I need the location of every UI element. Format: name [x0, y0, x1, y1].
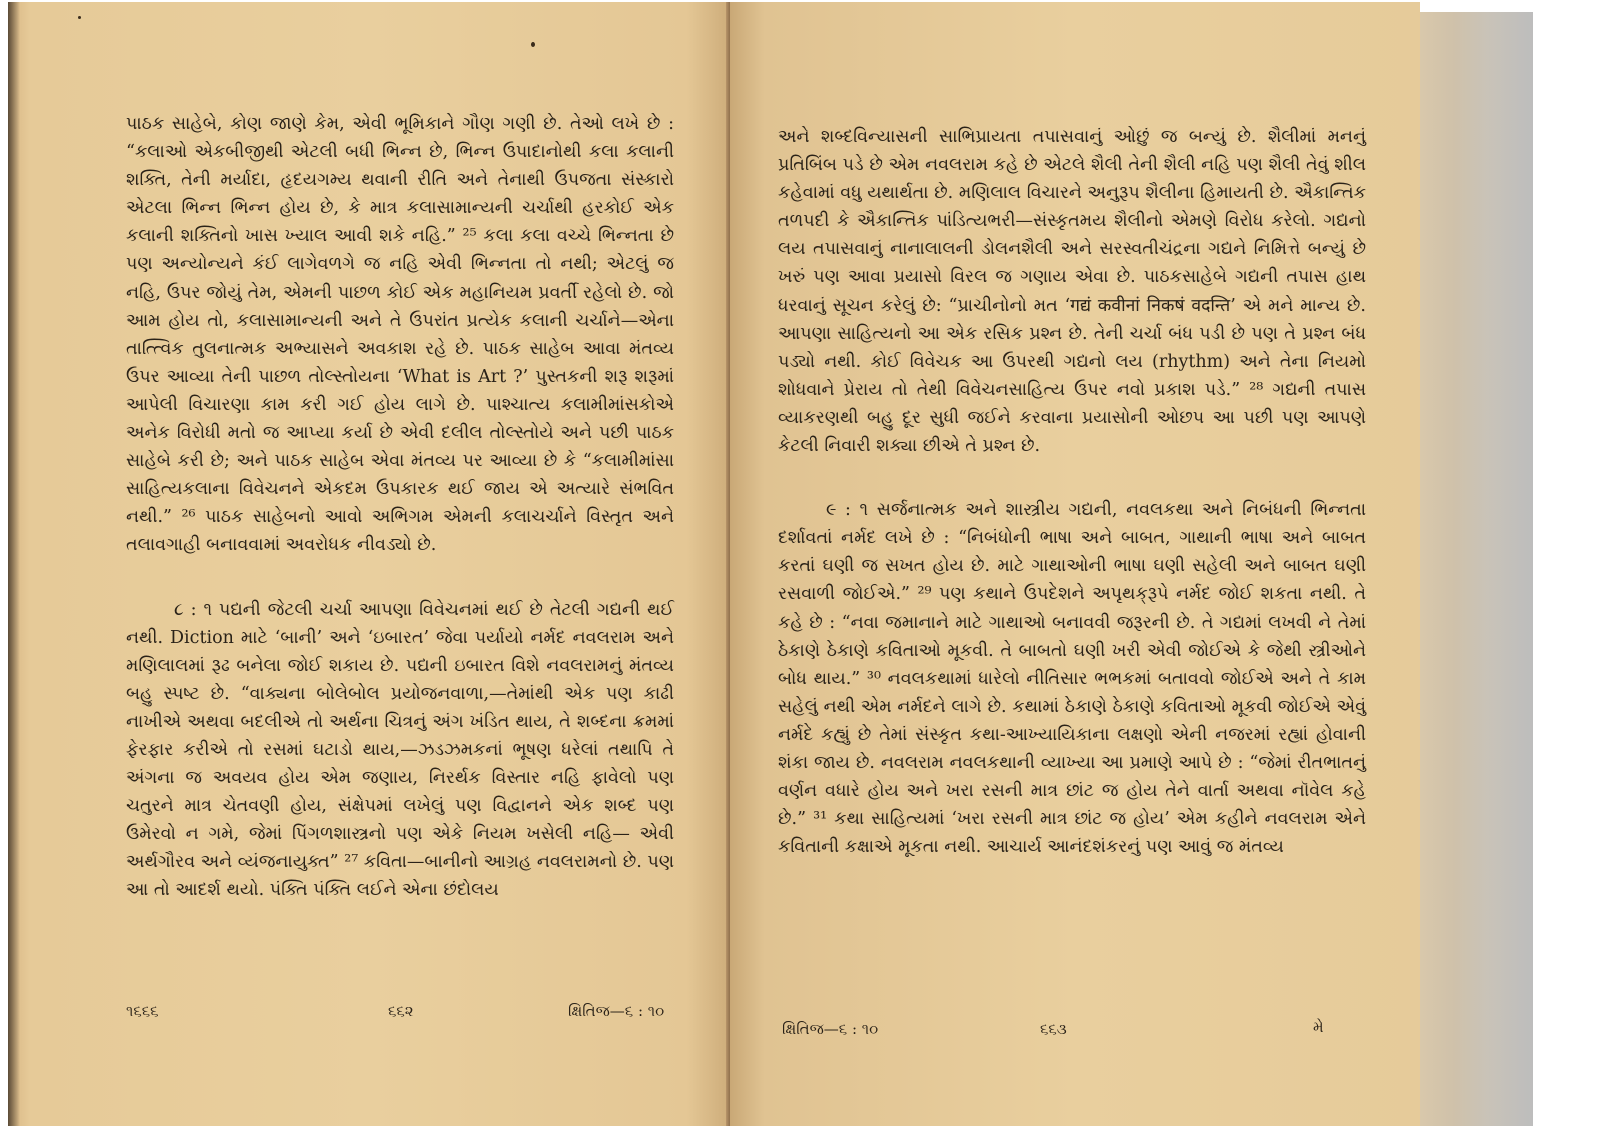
- dust-speck: [78, 16, 81, 19]
- paragraph-gap: [126, 560, 674, 596]
- paragraph-gap: [778, 460, 1366, 496]
- right-footer-mark: મે: [1313, 1018, 1324, 1036]
- left-page-number: ૬૬૨: [388, 1002, 414, 1020]
- left-journal-issue: ક્ષિતિજ—૬ : ૧૦: [568, 1002, 665, 1020]
- left-page-body: [126, 110, 674, 905]
- left-paragraph-2: ૮ : ૧ પદ્યની જેટલી ચર્ચા આપણા વિવેચનમાં થઈ છે તેટલી ગદ્યની થઈ નથી. Diction માટે ‘બાની’ અને ‘ઇબારત’ જેવા પર્યાયો નર્મદ નવલરામ અને મણિલાલમાં રૂઢ બનેલા જોઈ શકાય છે. પદ્યની ઇબારત વિશે નવલરામનું મંતવ્ય બહુ સ્પષ્ટ છે. “વાક્યના બોલેબોલ પ્રયોજનવાળા,—તેમાંથી એક પણ કાઢી નાખીએ અથવા બદલીએ તો અર્થના ચિત્રનું અંગ ખંડિત થાય, તે શબ્દના ક્રમમાં ફેરફાર કરીએ તો રસમાં ઘટાડો થાય,—ઝડઝમકનાં ભૂષણ ધરેલાં તથાપિ તે અંગના જ અવયવ હોય એમ જણાય, નિરર્થક વિસ્તાર નહિ ફાવેલો પણ ચતુરને માત્ર ચેતવણી હોય, સંક્ષેપમાં લખેલું પણ વિદ્વાનને એક શબ્દ પણ ઉમેરવો ન ગમે, જેમાં પિંગળશાસ્ત્રનો પણ એકે નિયમ ખસેલી નહિ— એવી અર્થગૌરવ અને વ્યંજનાયુક્ત” ²⁷ કવિતા—બાનીનો આગ્રહ નવલરામનો છે. પણ આ તો આદર્શ થયો. પંક્તિ પંક્તિ લઈને એના છંદોલય: [126, 599, 674, 901]
- right-journal-issue: ક્ષિતિજ—૬ : ૧૦: [782, 1020, 879, 1038]
- left-page: [8, 2, 730, 1126]
- right-paragraph-1: અને શબ્દવિન્યાસની સાભિપ્રાયતા તપાસવાનું ઓછું જ બન્યું છે. શૈલીમાં મનનું પ્રતિબિંબ પડે છે એમ નવલરામ કહે છે એટલે શૈલી તેની શૈલી નહિ પણ શૈલી તેવું શીલ કહેવામાં વધુ યથાર્થતા છે. મણિલાલ વિચારને અનુરૂપ શૈલીના હિમાયતી છે. ઐકાન્તિક તળપદી કે ઐકાન્તિક પાંડિત્યભરી—સંસ્કૃતમય શૈલીનો એમણે વિરોધ કરેલો. ગદ્યનો લય તપાસવાનું નાનાલાલની ડોલનશૈલી અને સરસ્વતીચંદ્રના ગદ્યને નિમિત્તે બન્યું છે ખરું પણ આવા પ્રયાસો વિરલ જ ગણાય એવા છે. પાઠકસાહેબે ગદ્યની તપાસ હાથ ધરવાનું સૂચન કરેલું છે: “પ્રાચીનોનો મત ‘गद्यं कवीनां निकषं वदन्ति’ એ મને માન્ય છે. આપણા સાહિત્યનો આ એક રસિક પ્રશ્ન છે. તેની ચર્ચા બંધ પડી છે પણ તે પ્રશ્ન બંધ પડ્યો નથી. કોઈ વિવેચક આ ઉપરથી ગદ્યનો લય (rhythm) અને તેના નિયમો શોધવાને પ્રેરાય તો તેથી વિવેચનસાહિત્ય ઉપર નવો પ્રકાશ પડે.” ²⁸ ગદ્યની તપાસ વ્યાકરણથી બહુ દૂર સુધી જઈને કરવાના પ્રયાસોની ઓછપ આ પછી પણ આપણે કેટલી નિવારી શક્યા છીએ તે પ્રશ્ન છે.: [778, 127, 1366, 457]
- left-paragraph-1: પાઠક સાહેબે, કોણ જાણે કેમ, એવી ભૂમિકાને ગૌણ ગણી છે. તેઓ લખે છે : “કલાઓ એકબીજીથી એટલી બધી ભિન્ન છે, ભિન્ન ઉપાદાનોથી કલા કલાની શક્તિ, તેની મર્યાદા, હૃદયગમ્ય થવાની રીતિ અને તેનાથી ઉપજતા સંસ્કારો એટલા ભિન્ન ભિન્ન હોય છે, કે માત્ર કલાસામાન્યની ચર્ચાથી હરકોઈ એક કલાની શક્તિનો ખાસ ખ્યાલ આવી શકે નહિ.” ²⁵ કલા કલા વચ્ચે ભિન્નતા છે પણ અન્યોન્યને કંઈ લાગેવળગે જ નહિ એવી ભિન્નતા તો નથી; એટલું જ નહિ, ઉપર જોયું તેમ, એમની પાછળ કોઈ એક મહાનિયમ પ્રવર્તી રહેલો છે. જો આમ હોય તો, કલાસામાન્યની અને તે ઉપરાંત પ્રત્યેક કલાની ચર્ચાને—એના તાત્ત્વિક તુલનાત્મક અભ્યાસને અવકાશ રહે છે. પાઠક સાહેબ આવા મંતવ્ય ઉપર આવ્યા તેની પાછળ તોલ્સ્તોયના ‘What is Art ?’ પુસ્તકની શરૂ શરૂમાં આપેલી વિચારણા કામ કરી ગઈ હોય લાગે છે. પાશ્ચાત્ય કલામીમાંસકોએ અનેક વિરોધી મતો જ આપ્યા કર્યા છે એવી દલીલ તોલ્સ્તોયે અને પછી પાઠક સાહેબે કરી છે; અને પાઠક સાહેબ એવા મંતવ્ય પર આવ્યા છે કે “કલામીમાંસા સાહિત્યકલાના વિવેચનને એકદમ ઉપકારક થઈ જાય એ અત્યારે સંભવિત નથી.” ²⁶ પાઠક સાહેબનો આવો અભિગમ એમની કલાચર્ચાને વિસ્તૃત અને તલાવગાહી બનાવવામાં અવરોધક નીવડ્યો છે.: [126, 114, 674, 556]
- page-edge-shadow: [8, 2, 20, 1126]
- book-spread: [8, 2, 1533, 1128]
- left-footer-number: ૧૬૬૬: [126, 1002, 159, 1020]
- right-page-body: [778, 123, 1366, 861]
- right-paragraph-2: ૯ : ૧ સર્જનાત્મક અને શાસ્ત્રીય ગદ્યની, નવલકથા અને નિબંધની ભિન્નતા દર્શાવતાં નર્મદ લખે છે : “નિબંધોની ભાષા અને બાબત, ગાથાની ભાષા અને બાબત કરતાં ઘણી જ સખત હોય છે. માટે ગાથાઓની ભાષા ઘણી સહેલી અને બાબત ઘણી રસવાળી જોઈએ.” ²⁹ પણ કથાને ઉપદેશને અપૃથક્‌રૂપે નર્મદ જોઈ શકતા નથી. તે કહે છે : “નવા જમાનાને માટે ગાથાઓ બનાવવી જરૂરની છે. તે ગદ્યમાં લખવી ને તેમાં ઠેકાણે ઠેકાણે કવિતાઓ મૂકવી. તે બાબતો ઘણી ખરી એવી જોઈએ કે જેથી સ્ત્રીઓને બોધ થાય.” ³⁰ નવલકથામાં ધારેલો નીતિસાર ભભકમાં બતાવવો જોઈએ અને તે કામ સહેલું નથી એમ નર્મદને લાગે છે. કથામાં ઠેકાણે ઠેકાણે કવિતાઓ મૂકવી જોઈએ એવું નર્મદે કહ્યું છે તેમાં સંસ્કૃત કથા-આખ્યાયિકાના લક્ષણો એની નજરમાં રહ્યાં હોવાની શંકા જાય છે. નવલરામ નવલકથાની વ્યાખ્યા આ પ્રમાણે આપે છે : “જેમાં રીતભાતનું વર્ણન વધારે હોય અને ખરા રસની માત્ર છાંટ જ હોય તેને વાર્તા અથવા નૉવેલ કહે છે.” ³¹ કથા સાહિત્યમાં ‘ખરા રસની માત્ર છાંટ જ હોય’ એમ કહીને નવલરામ એને કવિતાની કક્ષાએ મૂકતા નથી. આચાર્ય આનંદશંકરનું પણ આવું જ મંતવ્ય: [778, 500, 1366, 858]
- scanner-edge-strip: [1420, 12, 1533, 1126]
- right-page: [730, 2, 1420, 1126]
- dust-speck: [531, 42, 535, 47]
- right-page-number: ૬૬૩: [1040, 1020, 1067, 1038]
